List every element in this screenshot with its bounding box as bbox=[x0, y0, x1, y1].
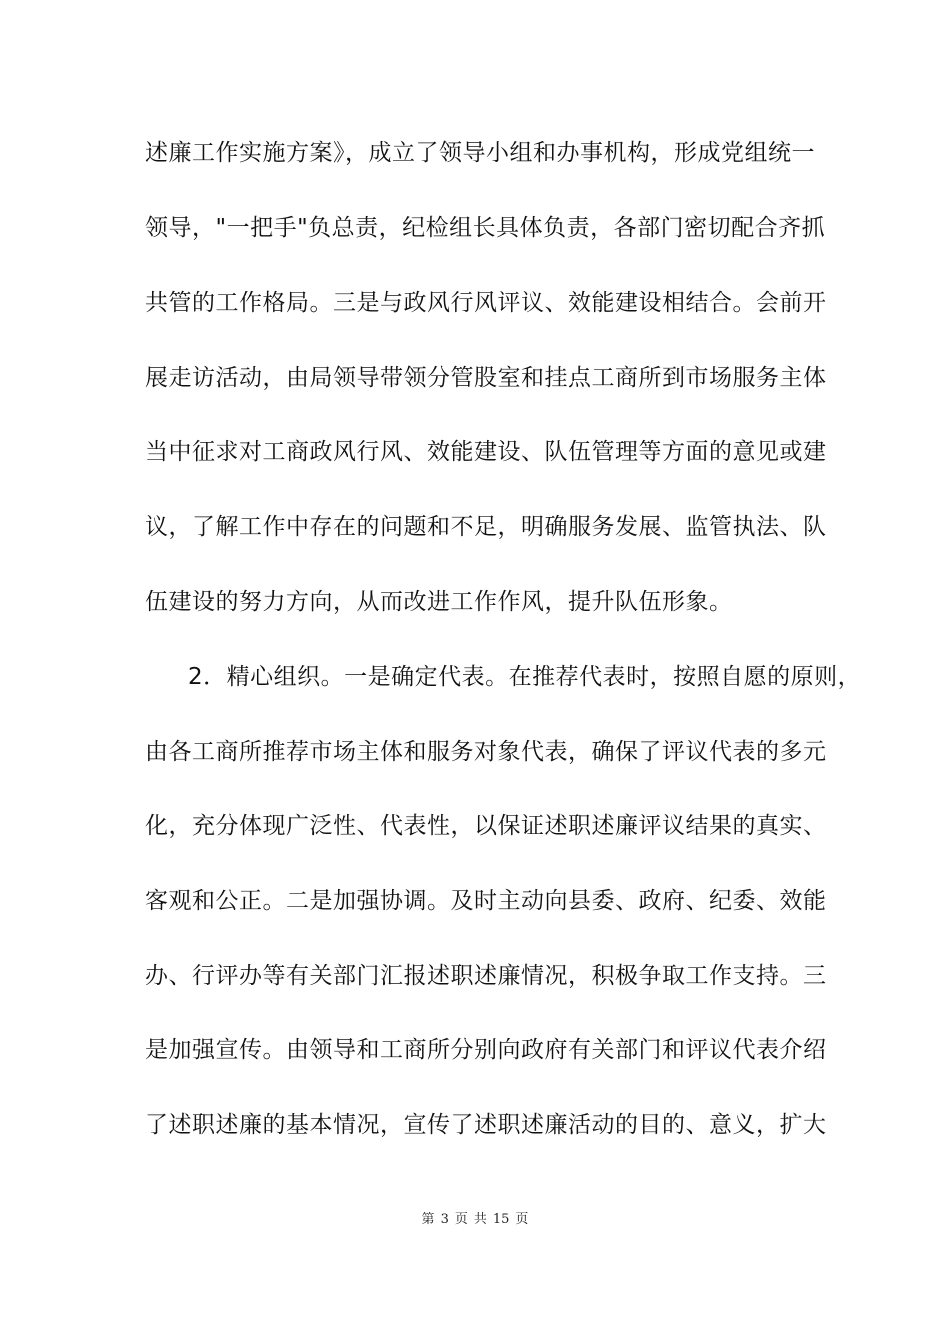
text-line: 共管的工作格局。三是与政风行风评议、效能建设相结合。会前开 bbox=[145, 290, 827, 316]
text-line: 由各工商所推荐市场主体和服务对象代表，确保了评议代表的多元 bbox=[145, 739, 827, 765]
text-line: 是加强宣传。由领导和工商所分别向政府有关部门和评议代表介绍 bbox=[145, 1037, 827, 1063]
text-line: 化，充分体现广泛性、代表性，以保证述职述廉评议结果的真实、 bbox=[145, 813, 827, 839]
footer-prefix: 第 bbox=[421, 1212, 435, 1227]
footer-total-unit: 页 bbox=[515, 1212, 529, 1227]
text-line: 客观和公正。二是加强协调。及时主动向县委、政府、纪委、效能 bbox=[145, 888, 827, 914]
text-line: 当中征求对工商政风行风、效能建设、队伍管理等方面的意见或建 bbox=[145, 439, 827, 465]
footer-page-unit: 页 bbox=[454, 1212, 468, 1227]
text-line: 领导，"一把手"负总责，纪检组长具体负责，各部门密切配合齐抓 bbox=[145, 215, 826, 241]
footer-total-pages: 15 bbox=[492, 1212, 510, 1227]
text-line: 伍建设的努力方向，从而改进工作作风，提升队伍形象。 bbox=[145, 589, 733, 615]
text-line: 了述职述廉的基本情况，宣传了述职述廉活动的目的、意义，扩大 bbox=[145, 1112, 827, 1138]
text-line: 述廉工作实施方案》，成立了领导小组和办事机构，形成党组统一 bbox=[145, 140, 815, 166]
page-footer bbox=[0, 1208, 950, 1227]
footer-current-page: 3 bbox=[440, 1212, 449, 1227]
footer-total-prefix: 共 bbox=[473, 1212, 487, 1227]
text-line: 议，了解工作中存在的问题和不足，明确服务发展、监管执法、队 bbox=[145, 514, 827, 540]
paragraph-start-line: 2．精心组织。一是确定代表。在推荐代表时，按照自愿的原则， bbox=[188, 664, 862, 690]
text-line: 办、行评办等有关部门汇报述职述廉情况，积极争取工作支持。三 bbox=[145, 963, 827, 989]
text-line: 展走访活动，由局领导带领分管股室和挂点工商所到市场服务主体 bbox=[145, 365, 827, 391]
